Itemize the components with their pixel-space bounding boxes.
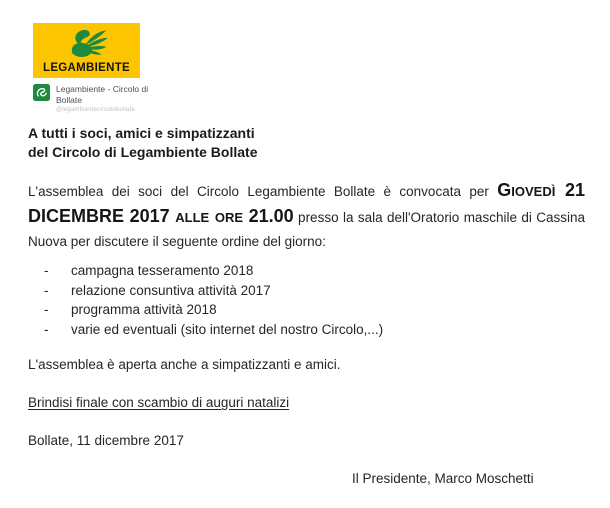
page-card-handle: @legambientecircolobollate bbox=[56, 107, 135, 113]
page-card-text bbox=[56, 84, 160, 113]
dateline: Bollate, 11 dicembre 2017 bbox=[28, 433, 184, 448]
signature: Il Presidente, Marco Moschetti bbox=[352, 471, 534, 486]
body-paragraph bbox=[28, 178, 585, 254]
agenda-item-label: relazione consuntiva attività 2017 bbox=[71, 282, 271, 298]
legambiente-banner bbox=[33, 23, 140, 78]
agenda-item-label: varie ed eventuali (sito internet del nostro Circolo,...) bbox=[71, 321, 384, 337]
agenda-dash: - bbox=[44, 282, 49, 298]
note-open-to-all: L'assemblea è aperta anche a simpatizzanti e amici. bbox=[28, 357, 341, 372]
agenda-dash: - bbox=[44, 302, 49, 317]
legambiente-page-card bbox=[33, 23, 153, 113]
body-line-1 bbox=[28, 178, 585, 204]
note-final-toast: Brindisi finale con scambio di auguri natalizi bbox=[28, 395, 290, 410]
agenda-item bbox=[44, 281, 383, 301]
legambiente-avatar-icon bbox=[33, 84, 50, 101]
agenda-list bbox=[44, 261, 383, 339]
body-line-1-emphasis: Giovedì 21 bbox=[497, 180, 585, 200]
salutation bbox=[28, 124, 257, 162]
body-line-1-text: L'assemblea dei soci del Circolo Legambiente Bollate è convocata per bbox=[28, 184, 498, 199]
legambiente-banner-label: LEGAMBIENTE bbox=[43, 62, 130, 74]
page-card-title: Legambiente - Circolo di Bollate bbox=[56, 84, 149, 105]
agenda-dash: - bbox=[44, 321, 49, 337]
salutation-line-1: A tutti i soci, amici e simpatizzanti bbox=[28, 125, 255, 141]
salutation-line-2: del Circolo di Legambiente Bollate bbox=[28, 144, 258, 160]
agenda-item bbox=[44, 261, 383, 281]
body-line-2-text: presso la sala dell'Oratorio maschile di Cassina bbox=[293, 210, 585, 225]
agenda-dash: - bbox=[44, 263, 49, 278]
body-line-2 bbox=[28, 204, 585, 230]
agenda-item-label: campagna tesseramento 2018 bbox=[71, 263, 254, 278]
page-card-meta bbox=[33, 84, 153, 113]
legambiente-swan-logo-icon bbox=[65, 26, 109, 61]
body-line-3: Nuova per discutere il seguente ordine del giorno: bbox=[28, 234, 326, 249]
body-line-2-emphasis: DICEMBRE 2017 alle ore 21.00 bbox=[28, 206, 294, 226]
agenda-item bbox=[44, 320, 383, 340]
agenda-item-label: programma attività 2018 bbox=[71, 302, 217, 317]
agenda-item bbox=[44, 300, 383, 320]
